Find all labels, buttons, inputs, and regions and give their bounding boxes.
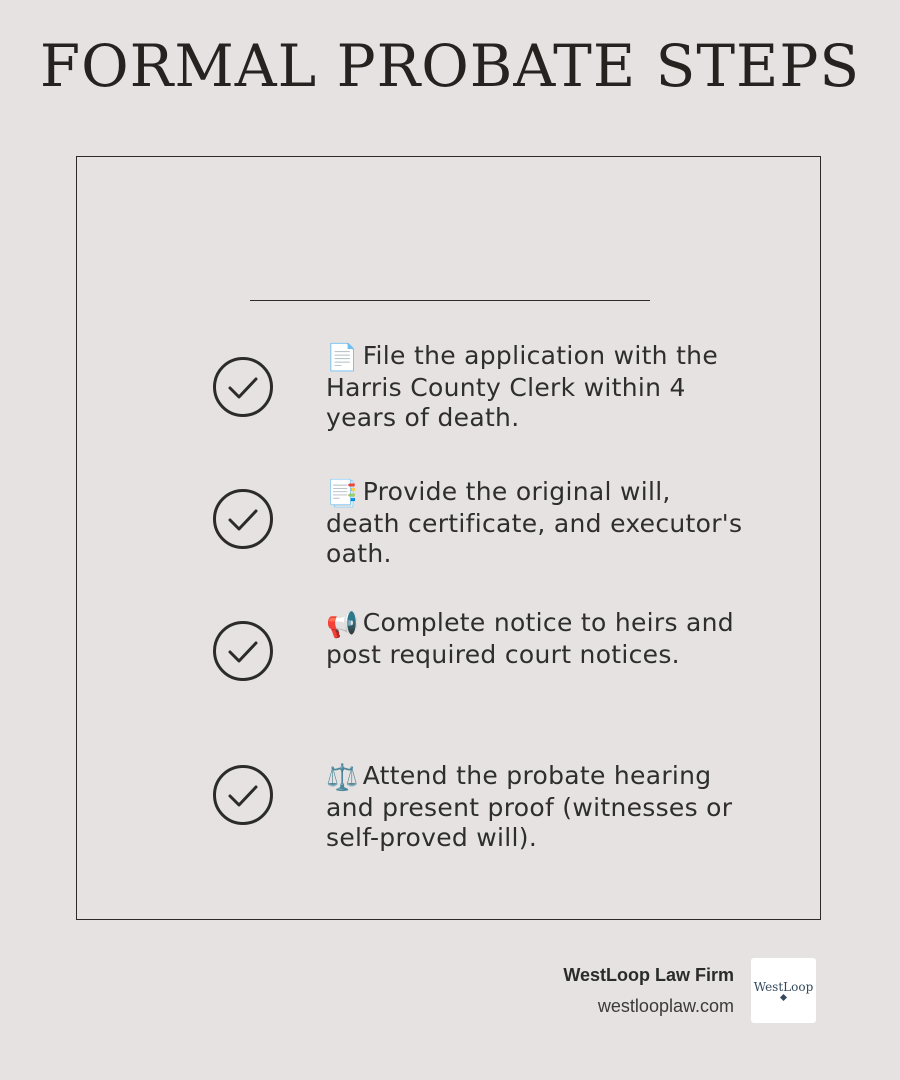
documents-icon: 📑 [326,479,359,509]
step-text [326,477,746,569]
logo-wordmark: WestLoop [753,980,814,994]
scales-icon: ⚖️ [326,763,359,793]
step-description: Attend the probate hearing and present proof (witnesses or self-proved will). [326,761,733,852]
firm-name: WestLoop Law Firm [563,965,734,985]
step-description: File the application with the Harris County Clerk within 4 years of death. [326,341,719,432]
megaphone-icon: 📢 [326,610,359,640]
step-text [326,341,746,433]
check-circle-icon [212,764,274,826]
step-text [326,761,746,853]
step-description: Provide the original will, death certificate, and executor's oath. [326,477,743,568]
check-circle-icon [212,488,274,550]
divider-line [250,300,650,301]
website-link[interactable]: westlooplaw.com [597,996,734,1016]
check-circle-icon [212,620,274,682]
firm-logo [751,958,816,1023]
step-description: Complete notice to heirs and post required court notices. [326,608,734,669]
page-title: FORMAL PROBATE STEPS [39,32,861,100]
document-icon: 📄 [326,343,359,373]
diamond-icon [780,994,787,1001]
check-circle-icon [212,356,274,418]
step-text [326,608,746,670]
